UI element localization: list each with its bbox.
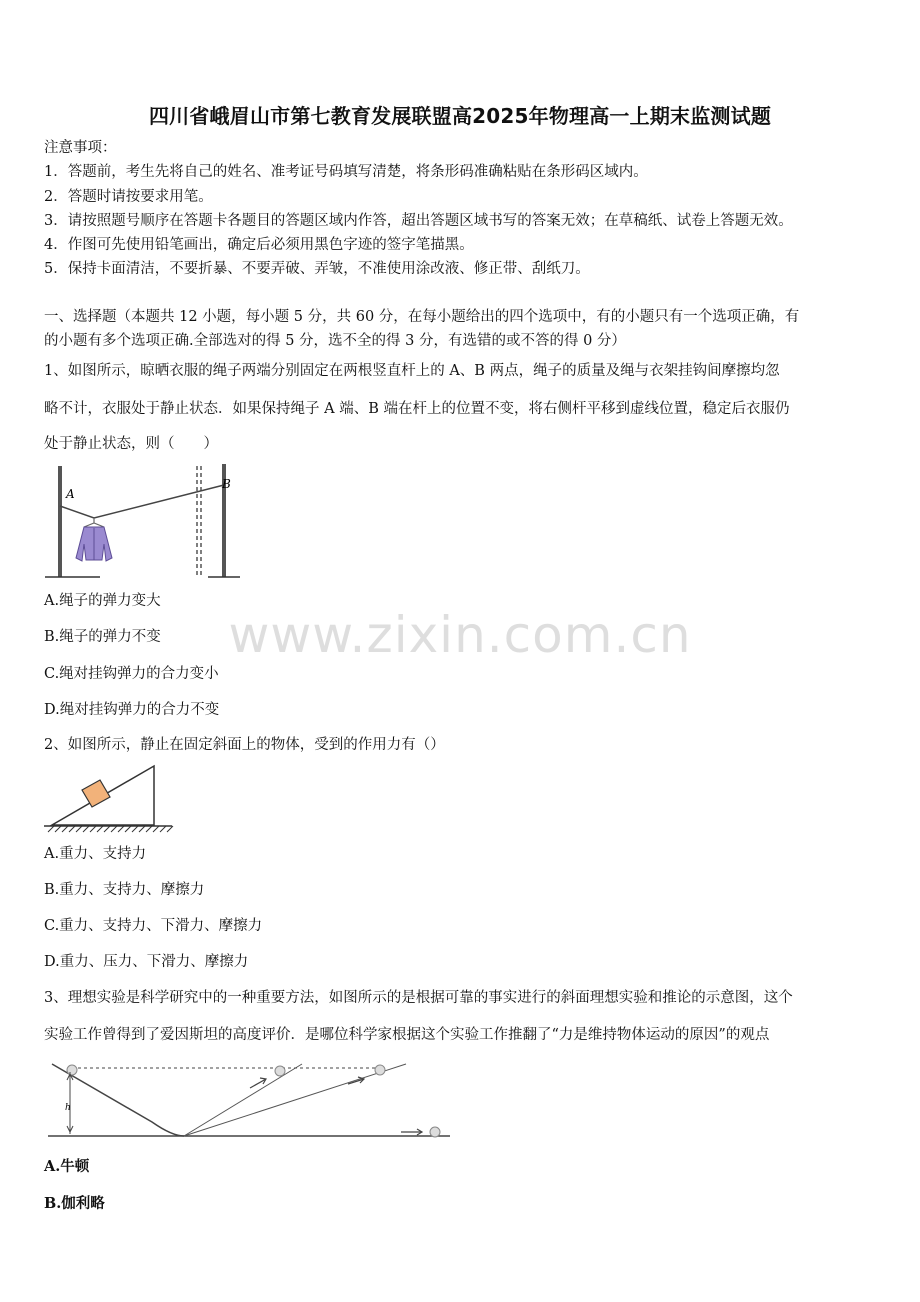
q1-option: B.绳子的弹力不变 [44,629,161,645]
q1-stem-line: 1、如图所示，晾晒衣服的绳子两端分别固定在两根竖直杆上的 A、B 两点，绳子的质量及绳与衣架挂钩间摩擦均忽 [44,363,780,379]
rope [60,485,224,518]
clothesline-figure [40,460,240,585]
notice-item: 5．保持卡面清洁，不要折暴、不要弄破、弄皱，不准使用涂改液、修正带、刮纸刀。 [44,261,590,277]
q2-option: A.重力、支持力 [44,846,147,862]
hanger-hook [84,518,104,527]
q3-option: A.牛顿 [44,1158,90,1175]
ball-gentle [375,1065,385,1075]
block [82,780,110,807]
q1-option: D.绳对挂钩弹力的合力不变 [44,702,220,718]
ball-floor [430,1127,440,1137]
q1-stem-line: 处于静止状态，则（ ） [44,436,218,452]
q2-stem-line: 2、如图所示，静止在固定斜面上的物体，受到的作用力有（） [44,737,445,753]
q1-option: C.绳对挂钩弹力的合力变小 [44,666,219,682]
label-h: h [65,1103,71,1113]
q2-option: D.重力、压力、下滑力、摩擦力 [44,954,249,970]
ball-start [67,1065,77,1075]
gentle-incline [184,1064,406,1136]
incline-figure [44,763,179,833]
watermark: www.zixin.com.cn [228,606,692,664]
ground-hatching [48,826,173,832]
notice-item: 2．答题时请按要求用笔。 [44,189,213,205]
q3-stem-line: 实验工作曾得到了爱因斯坦的高度评价．是哪位科学家根据这个实验工作推翻了“力是维持物体运动的原因”的观点 [44,1027,770,1043]
label-a: A [66,487,75,501]
q3-stem-line: 3、理想实验是科学研究中的一种重要方法，如图所示的是根据可靠的事实进行的斜面理想实验和推论的示意图，这个 [44,990,793,1006]
q1-stem-line: 略不计，衣服处于静止状态．如果保持绳子 A 端、B 端在杆上的位置不变，将右侧杆平移到虚线位置，稳定后衣服仍 [44,401,790,417]
galileo-experiment-figure [44,1058,464,1148]
notice-item: 1．答题前，考生先将自己的姓名、准考证号码填写清楚，将条形码准确粘贴在条形码区域内。 [44,164,648,180]
section-instructions-line: 的小题有多个选项正确.全部选对的得 5 分，选不全的得 3 分，有选错的或不答的得 0 分） [44,333,626,349]
notice-heading: 注意事项： [44,140,117,156]
q2-option: C.重力、支持力、下滑力、摩擦力 [44,918,263,934]
ball-steep [275,1066,285,1076]
notice-item: 3．请按照题号顺序在答题卡各题目的答题区域内作答，超出答题区域书写的答案无效；在草稿纸、试卷上答题无效。 [44,213,793,229]
section-instructions-line: 一、选择题（本题共 12 小题，每小题 5 分，共 60 分，在每小题给出的四个选项中，有的小题只有一个选项正确，有 [44,309,800,325]
steep-incline [184,1064,302,1136]
q3-option: B.伽利略 [44,1195,105,1212]
q2-option: B.重力、支持力、摩擦力 [44,882,205,898]
notice-item: 4．作图可先使用铅笔画出，确定后必须用黑色字迹的签字笔描黑。 [44,237,474,253]
page-title: 四川省峨眉山市第七教育发展联盟高2025年物理高一上期末监测试题 [148,104,772,128]
label-b: B [222,477,231,491]
q1-option: A.绳子的弹力变大 [44,593,161,609]
